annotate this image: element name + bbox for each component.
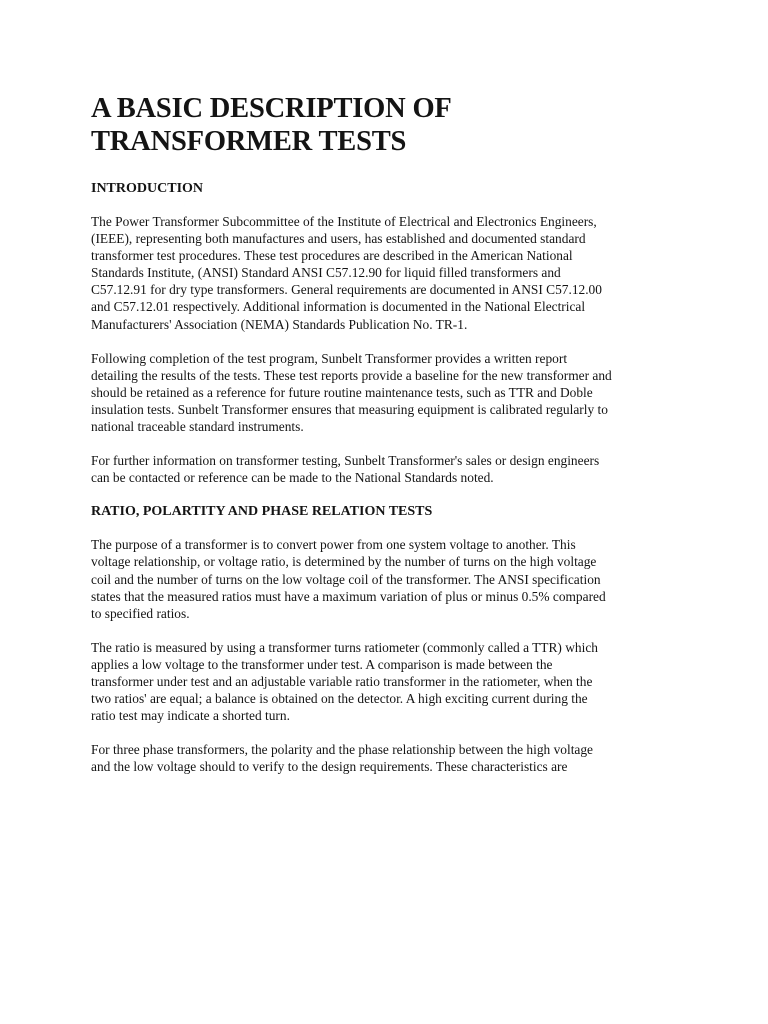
text-line: states that the measured ratios must have a maximum variation of plus or minus 0.5% compared <box>91 588 606 604</box>
section-heading-ratio-tests: RATIO, POLARTITY AND PHASE RELATION TESTS <box>91 504 433 520</box>
text-line: detailing the results of the tests. These test reports provide a baseline for the new transformer and <box>91 367 612 383</box>
paragraph-introduction-3 <box>91 452 691 486</box>
text-line: should be retained as a reference for future routine maintenance tests, such as TTR and Doble <box>91 384 593 400</box>
text-line: The ratio is measured by using a transformer turns ratiometer (commonly called a TTR) which <box>91 639 598 655</box>
text-line: Manufacturers' Association (NEMA) Standards Publication No. TR-1. <box>91 316 468 332</box>
text-line: Following completion of the test program, Sunbelt Transformer provides a written report <box>91 350 568 366</box>
text-line: transformer under test and an adjustable variable ratio transformer in the ratiometer, when the <box>91 673 593 689</box>
text-line: Standards Institute, (ANSI) Standard ANSI C57.12.90 for liquid filled transformers and <box>91 265 561 281</box>
text-line: insulation tests. Sunbelt Transformer ensures that measuring equipment is calibrated regularly to <box>91 401 608 417</box>
paragraph-ratio-3 <box>91 741 691 775</box>
document-title <box>91 92 691 158</box>
paragraph-ratio-2 <box>91 639 691 724</box>
text-line: coil and the number of turns on the low voltage coil of the transformer. The ANSI specification <box>91 571 601 587</box>
text-line: to specified ratios. <box>91 605 190 621</box>
paragraph-introduction-1 <box>91 213 691 333</box>
text-line: ratio test may indicate a shorted turn. <box>91 708 290 724</box>
section-heading-introduction: INTRODUCTION <box>91 181 204 196</box>
title-line: A BASIC DESCRIPTION OF <box>91 93 452 124</box>
text-line: applies a low voltage to the transformer under test. A comparison is made between the <box>91 656 553 672</box>
text-line: can be contacted or reference can be made to the National Standards noted. <box>91 470 494 486</box>
paragraph-introduction-2 <box>91 350 691 435</box>
text-line: For further information on transformer testing, Sunbelt Transformer's sales or design engineers <box>91 453 600 469</box>
paragraph-ratio-1 <box>91 536 691 621</box>
document-page <box>91 92 691 775</box>
text-line: The purpose of a transformer is to convert power from one system voltage to another. This <box>91 537 576 553</box>
text-line: voltage relationship, or voltage ratio, is determined by the number of turns on the high voltage <box>91 554 597 570</box>
text-line: C57.12.91 for dry type transformers. General requirements are documented in ANSI C57.12.00 <box>91 282 602 298</box>
text-line: and the low voltage should to verify to the design requirements. These characteristics are <box>91 759 568 775</box>
text-line: national traceable standard instruments. <box>91 419 304 435</box>
text-line: (IEEE), representing both manufactures and users, has established and documented standard <box>91 231 586 247</box>
text-line: two ratios' are equal; a balance is obtained on the detector. A high exciting current during the <box>91 691 588 707</box>
text-line: The Power Transformer Subcommittee of the Institute of Electrical and Electronics Engineers, <box>91 214 597 229</box>
text-line: For three phase transformers, the polarity and the phase relationship between the high voltage <box>91 742 593 758</box>
text-line: transformer test procedures. These test procedures are described in the American National <box>91 248 573 264</box>
title-line: TRANSFORMER TESTS <box>91 126 407 157</box>
text-line: and C57.12.01 respectively. Additional information is documented in the National Electrical <box>91 299 586 315</box>
